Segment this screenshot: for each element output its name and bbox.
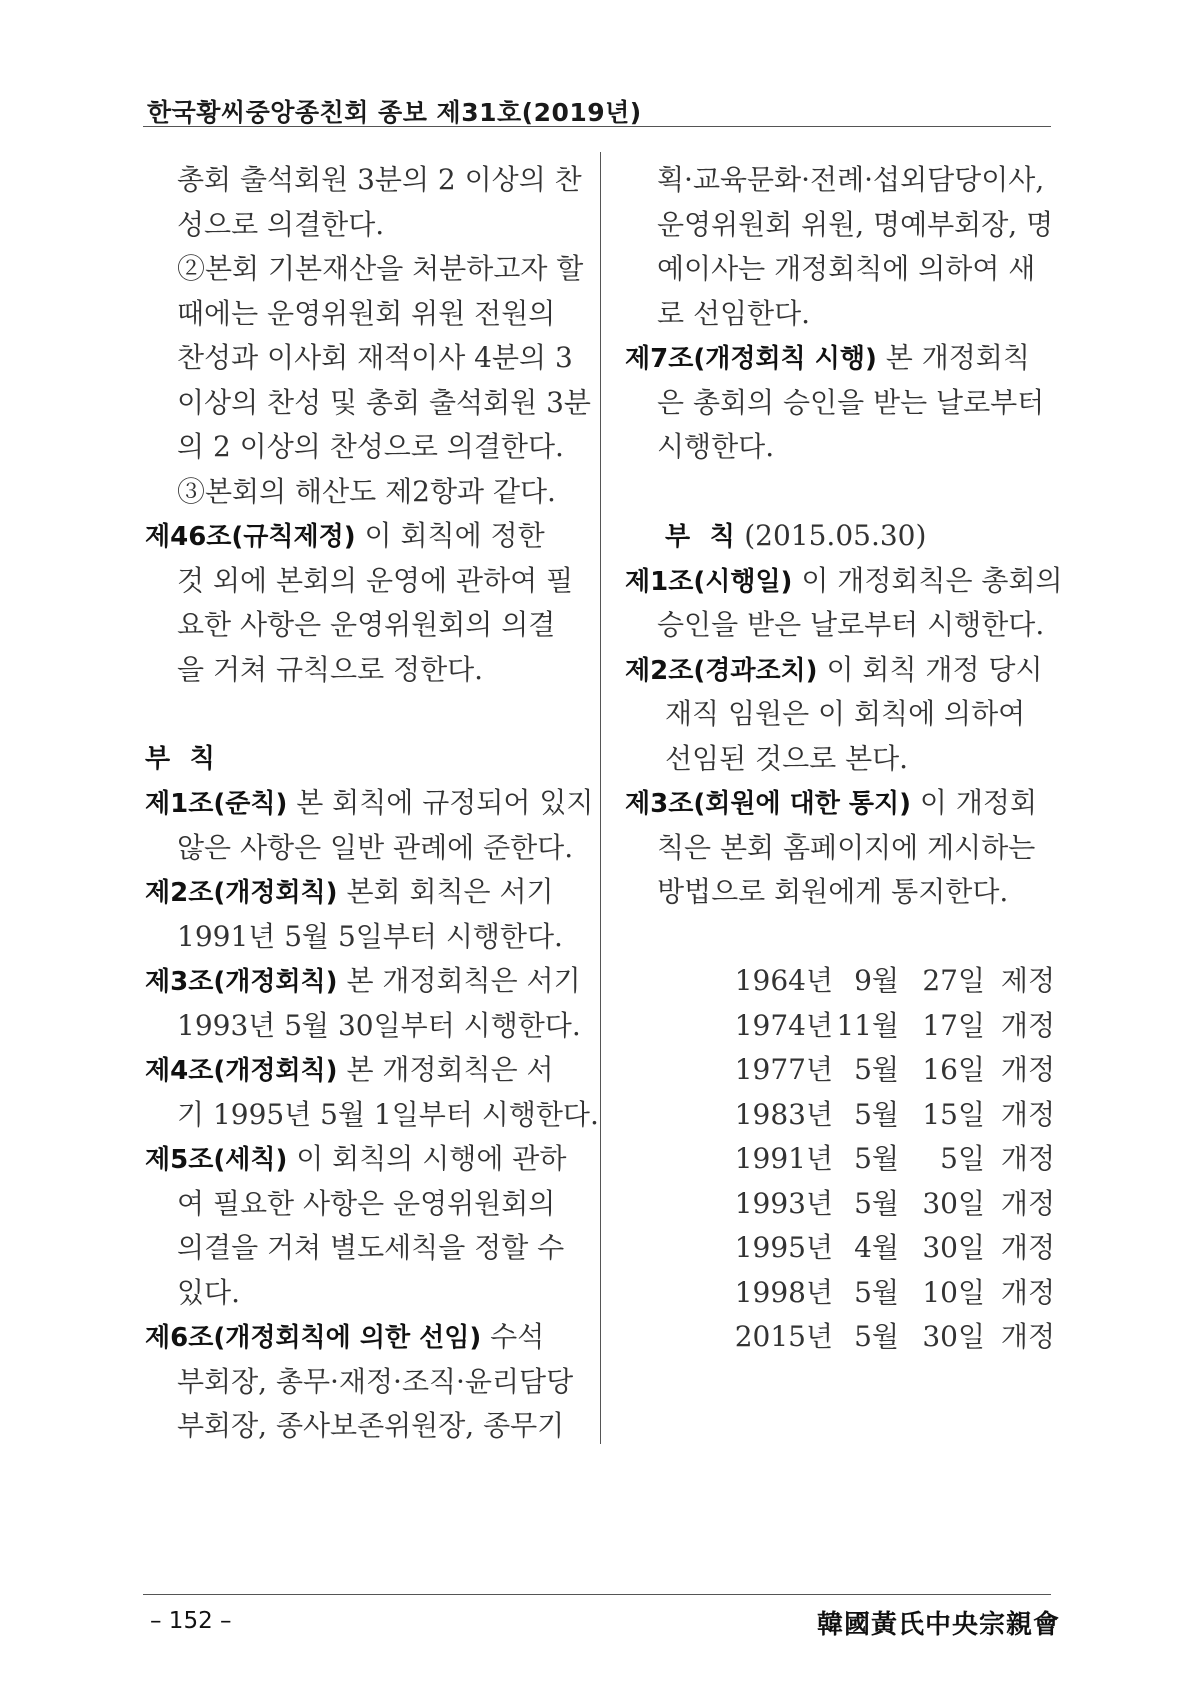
revision-day: 30일 xyxy=(922,1231,985,1264)
article-title: 제6조(개정회칙에 의한 선임) xyxy=(145,1323,482,1353)
text-line: 찬성과 이사회 재적이사 4분의 3 xyxy=(177,341,573,374)
article-1 xyxy=(145,781,594,826)
revision-history xyxy=(625,959,1055,1360)
revision-month: 11월 xyxy=(836,1008,899,1042)
article-text: 본 개정회칙은 서 xyxy=(337,1053,554,1086)
spacer xyxy=(145,692,575,737)
article-title: 제3조(회원에 대한 통지) xyxy=(625,789,912,819)
page-header-title: 한국황씨중앙종친회 종보 제31호(2019년) xyxy=(147,98,642,127)
article-text: 본 회칙에 규정되어 있지 xyxy=(287,786,594,819)
text-line: 의결을 거쳐 별도세칙을 정할 수 xyxy=(177,1231,565,1264)
article-title: 제3조(개정회칙) xyxy=(145,967,338,997)
article-title: 제46조(규칙제정) xyxy=(145,522,356,552)
revision-day: 15일 xyxy=(922,1097,985,1131)
text-line: 획·교육문화·전례·섭외담당이사, xyxy=(657,163,1045,196)
text-line: 로 선임한다. xyxy=(657,296,811,330)
article-46 xyxy=(145,514,575,559)
article-text: 본 개정회칙은 서기 xyxy=(337,964,581,997)
article-text: 이 개정회칙은 총회의 xyxy=(792,563,1063,597)
revision-year: 1983년 xyxy=(734,1097,833,1131)
revision-year: 1995년 xyxy=(734,1231,833,1264)
text-line: 않은 사항은 일반 관례에 준한다. xyxy=(177,830,574,864)
revision-row xyxy=(625,1093,1055,1138)
revision-year: 2015년 xyxy=(734,1320,833,1353)
text-line: 성으로 의결한다. xyxy=(177,207,385,241)
article-text: 이 개정회 xyxy=(911,786,1038,819)
article-text: 이 회칙의 시행에 관하 xyxy=(287,1142,567,1175)
text-line: 부회장, 종사보존위원장, 종무기 xyxy=(177,1409,565,1442)
text-line: 칙은 본회 홈페이지에 게시하는 xyxy=(657,830,1036,864)
revision-month: 5월 xyxy=(854,1320,899,1353)
text-line: 승인을 받은 날로부터 시행한다. xyxy=(657,608,1045,641)
left-column xyxy=(145,158,599,1449)
text-line: 총회 출석회원 3분의 2 이상의 찬 xyxy=(177,163,582,196)
article-title: 제4조(개정회칙) xyxy=(145,1056,338,1086)
article-title: 제1조(시행일) xyxy=(625,566,793,597)
text-line: 것 외에 본회의 운영에 관하여 필 xyxy=(177,563,574,597)
revision-month: 4월 xyxy=(854,1231,899,1264)
text-line: 을 거쳐 규칙으로 정한다. xyxy=(177,652,484,686)
article-text: 이 회칙에 정한 xyxy=(355,519,545,552)
article-title: 제7조(개정회칙 시행) xyxy=(625,344,877,374)
revision-kind: 개정 xyxy=(1000,1186,1055,1220)
article-2 xyxy=(145,870,575,915)
revision-row xyxy=(625,959,1055,1004)
revision-row xyxy=(625,1226,1055,1271)
spacer xyxy=(625,470,1055,515)
article-5 xyxy=(145,1137,575,1182)
text-line: 시행한다. xyxy=(657,430,775,463)
article-title: 제1조(준칙) xyxy=(145,789,288,819)
article-7 xyxy=(625,336,1055,381)
article-text: 본회 회칙은 서기 xyxy=(337,875,554,908)
article-4 xyxy=(145,1048,575,1093)
article-title: 제2조(개정회칙) xyxy=(145,878,338,908)
revision-day: 30일 xyxy=(922,1186,985,1220)
revision-row xyxy=(625,1271,1055,1316)
revision-month: 5월 xyxy=(854,1142,899,1175)
text-line: 예이사는 개정회칙에 의하여 새 xyxy=(657,252,1036,285)
text-line: 요한 사항은 운영위원회의 의결 xyxy=(177,608,556,641)
text-line: 이상의 찬성 및 총회 출석회원 3분 xyxy=(177,385,591,419)
article-6 xyxy=(145,1315,575,1360)
organization-name: 韓國黃氏中央宗親會 xyxy=(816,1610,1060,1640)
text-line: 기 1995년 5월 1일부터 시행한다. xyxy=(177,1097,599,1131)
text-line: 때에는 운영위원회 위원 전원의 xyxy=(177,296,556,330)
revision-day: 16일 xyxy=(922,1053,985,1086)
revision-month: 5월 xyxy=(854,1186,899,1220)
text-line: 여 필요한 사항은 운영위원회의 xyxy=(177,1186,556,1220)
text-line: 의 2 이상의 찬성으로 의결한다. xyxy=(177,430,564,463)
revision-kind: 개정 xyxy=(1000,1275,1055,1309)
revision-kind: 개정 xyxy=(1000,1142,1055,1175)
article-title: 제2조(경과조치) xyxy=(625,655,818,686)
revision-row xyxy=(625,1137,1055,1182)
revision-row xyxy=(625,1315,1055,1360)
footer-rule xyxy=(143,1594,1051,1595)
revision-year: 1991년 xyxy=(734,1142,833,1175)
text-line: 은 총회의 승인을 받는 날로부터 xyxy=(657,385,1045,419)
supp-article-2 xyxy=(625,648,1055,693)
revision-kind: 개정 xyxy=(1000,1053,1055,1086)
article-text: 본 개정회칙 xyxy=(876,341,1030,374)
supp-article-3 xyxy=(625,781,1055,826)
revision-day: 30일 xyxy=(922,1320,985,1353)
revision-year: 1993년 xyxy=(734,1186,833,1220)
text-line: 1991년 5월 5일부터 시행한다. xyxy=(177,919,563,953)
right-column xyxy=(625,158,1063,1360)
revision-kind: 제정 xyxy=(1000,964,1055,997)
revision-day: 17일 xyxy=(922,1008,985,1042)
revision-month: 5월 xyxy=(854,1097,899,1131)
supplementary-heading xyxy=(625,514,1055,559)
page-number: – 152 – xyxy=(150,1608,232,1634)
revision-day: 27일 xyxy=(922,964,985,997)
revision-year: 1998년 xyxy=(734,1275,833,1309)
text-line: 부회장, 총무·재정·조직·윤리담당 xyxy=(177,1364,574,1398)
revision-year: 1974년 xyxy=(734,1008,833,1042)
article-text: 이 회칙 개정 당시 xyxy=(817,652,1043,686)
section-heading: 부 칙 xyxy=(665,522,736,552)
header-rule xyxy=(143,126,1051,127)
revision-kind: 개정 xyxy=(1000,1097,1055,1131)
revision-year: 1977년 xyxy=(734,1053,833,1086)
text-line: 방법으로 회원에게 통지한다. xyxy=(657,875,1009,908)
revision-kind: 개정 xyxy=(1000,1320,1055,1353)
text-line: ③본회의 해산도 제2항과 같다. xyxy=(177,474,556,508)
revision-kind: 개정 xyxy=(1000,1231,1055,1264)
column-divider xyxy=(600,152,601,1444)
revision-row xyxy=(625,1182,1055,1227)
text-line: ②본회 기본재산을 처분하고자 할 xyxy=(177,252,584,285)
section-heading: 부 칙 xyxy=(145,743,216,774)
spacer xyxy=(625,915,1055,960)
revision-month: 5월 xyxy=(854,1275,899,1309)
revision-row xyxy=(625,1048,1055,1093)
supp-article-1 xyxy=(625,559,1063,604)
text-line: 있다. xyxy=(177,1275,240,1309)
article-text: 수석 xyxy=(481,1320,545,1353)
text-line: 1993년 5월 30일부터 시행한다. xyxy=(177,1008,581,1042)
text-line: 선임된 것으로 본다. xyxy=(665,741,909,775)
revision-month: 9월 xyxy=(854,964,899,997)
section-date: (2015.05.30) xyxy=(735,519,927,552)
revision-row xyxy=(625,1004,1055,1049)
text-line: 운영위원회 위원, 명예부회장, 명 xyxy=(657,207,1054,241)
text-line: 재직 임원은 이 회칙에 의하여 xyxy=(665,697,1026,730)
article-title: 제5조(세칙) xyxy=(145,1145,288,1175)
revision-month: 5월 xyxy=(854,1053,899,1086)
revision-kind: 개정 xyxy=(1000,1008,1055,1042)
revision-day: 10일 xyxy=(922,1275,985,1309)
article-3 xyxy=(145,959,581,1004)
revision-year: 1964년 xyxy=(734,964,833,997)
revision-day: 5일 xyxy=(940,1142,985,1175)
